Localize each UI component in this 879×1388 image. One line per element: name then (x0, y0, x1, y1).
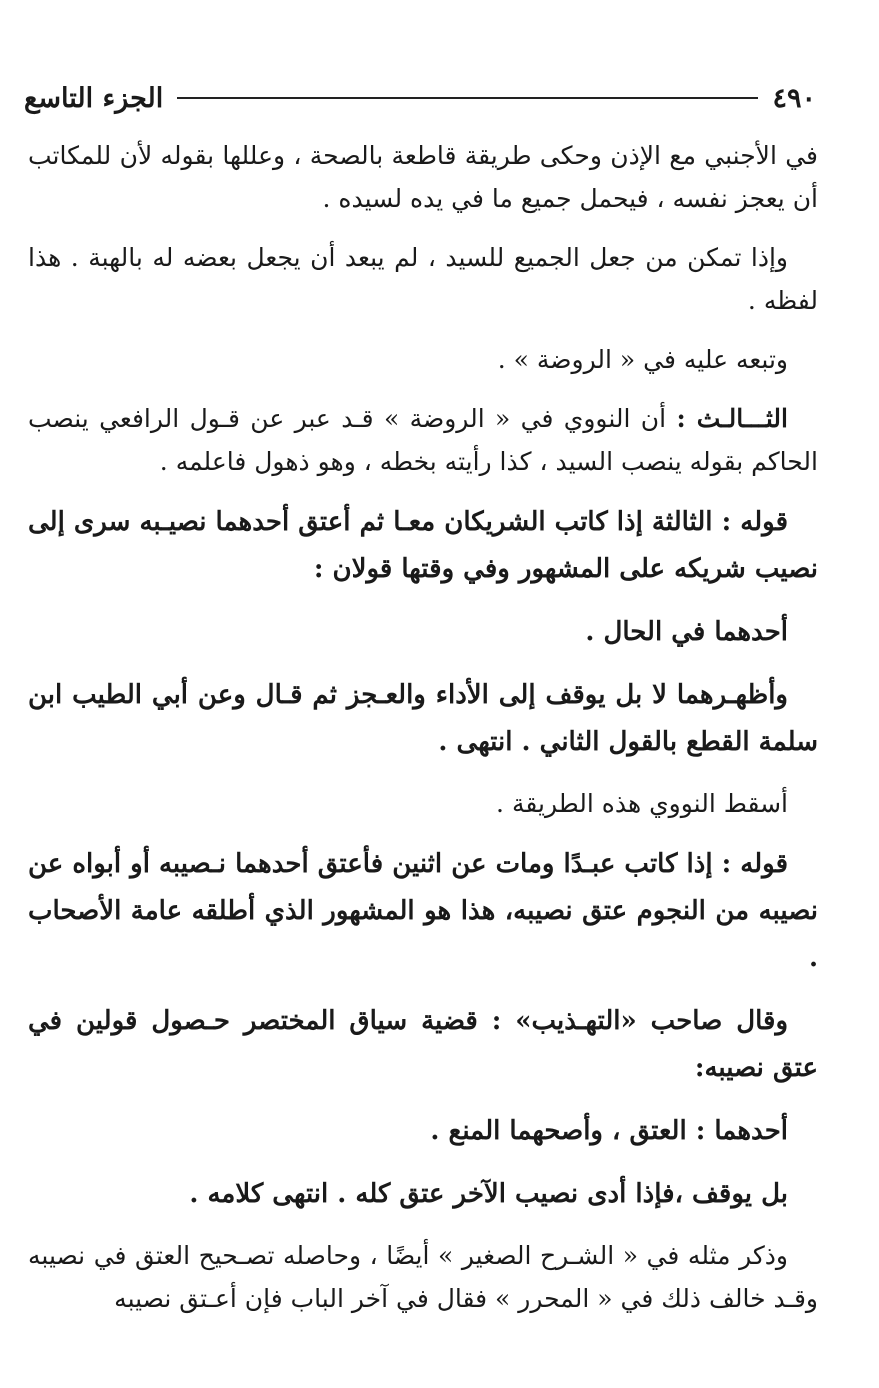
page-body (28, 134, 818, 1320)
paragraph-7: وأظهـرهما لا بل يوقف إلى الأداء والعـجز ثم قـال وعن أبي الطيب ابن سلمة القطع بالقول الثاني . انتهى . (28, 680, 818, 757)
paragraph-9: قوله : إذا كاتب عبـدًا ومات عن اثنين فأعتق أحدهما نـصيبه أو أبواه عن نصيبه من النجوم عتق نصيبه، هذا هو المشهور الذي أطلقه عامة الأصحاب . (28, 849, 818, 973)
paragraph-12: بل يوقف ،فإذا أدى نصيب الآخر عتق كله . انتهى كلامه . (189, 1179, 788, 1209)
paragraph-13: وذكر مثله في « الشـرح الصغير » أيضًا ، وحاصله تصـحيح العتق في نصيبه وقـد خالف ذلك في « المحرر » فقال في آخر الباب فإن أعـتق نصيبه (28, 1241, 818, 1313)
paragraph-4-text: أن النووي في « الروضة » قـد عبر عن قـول الرافعي ينصب الحاكم بقوله ينصب السيد ، كذا رأيته بخطه ، وهو ذهول فاعلمه . (28, 404, 818, 476)
paragraph-3: وتبعه عليه في « الروضة » . (497, 345, 788, 374)
paragraph-8: أسقط النووي هذه الطريقة . (496, 789, 788, 818)
paragraph-4-lead: الثـــالـث : (676, 404, 788, 433)
paragraph-6: أحدهما في الحال . (585, 617, 788, 647)
paragraph-1: في الأجنبي مع الإذن وحكى طريقة قاطعة بالصحة ، وعللها بقوله لأن للمكاتب أن يعجز نفسه ، فيحمل جميع ما في يده لسيده . (28, 141, 818, 213)
running-title: الجزء التاسع (24, 82, 164, 114)
paragraph-11: أحدهما : العتق ، وأصحهما المنع . (430, 1116, 788, 1146)
paragraph-4 (28, 397, 818, 483)
page-number: ٤٩٠ (772, 82, 816, 114)
paragraph-2: وإذا تمكن من جعل الجميع للسيد ، لم يبعد أن يجعل بعضه له بالهبة . هذا لفظه . (28, 243, 818, 315)
page-header (24, 78, 816, 118)
paragraph-10: وقال صاحب «التهـذيب» : قضية سياق المختصر حـصول قولين في عتق نصيبه: (28, 1006, 818, 1083)
header-rule (177, 97, 758, 99)
paragraph-5: قوله : الثالثة إذا كاتب الشريكان معـا ثم أعتق أحدهما نصيـبه سرى إلى نصيب شريكه على المشهور وفي وقتها قولان : (28, 507, 818, 584)
